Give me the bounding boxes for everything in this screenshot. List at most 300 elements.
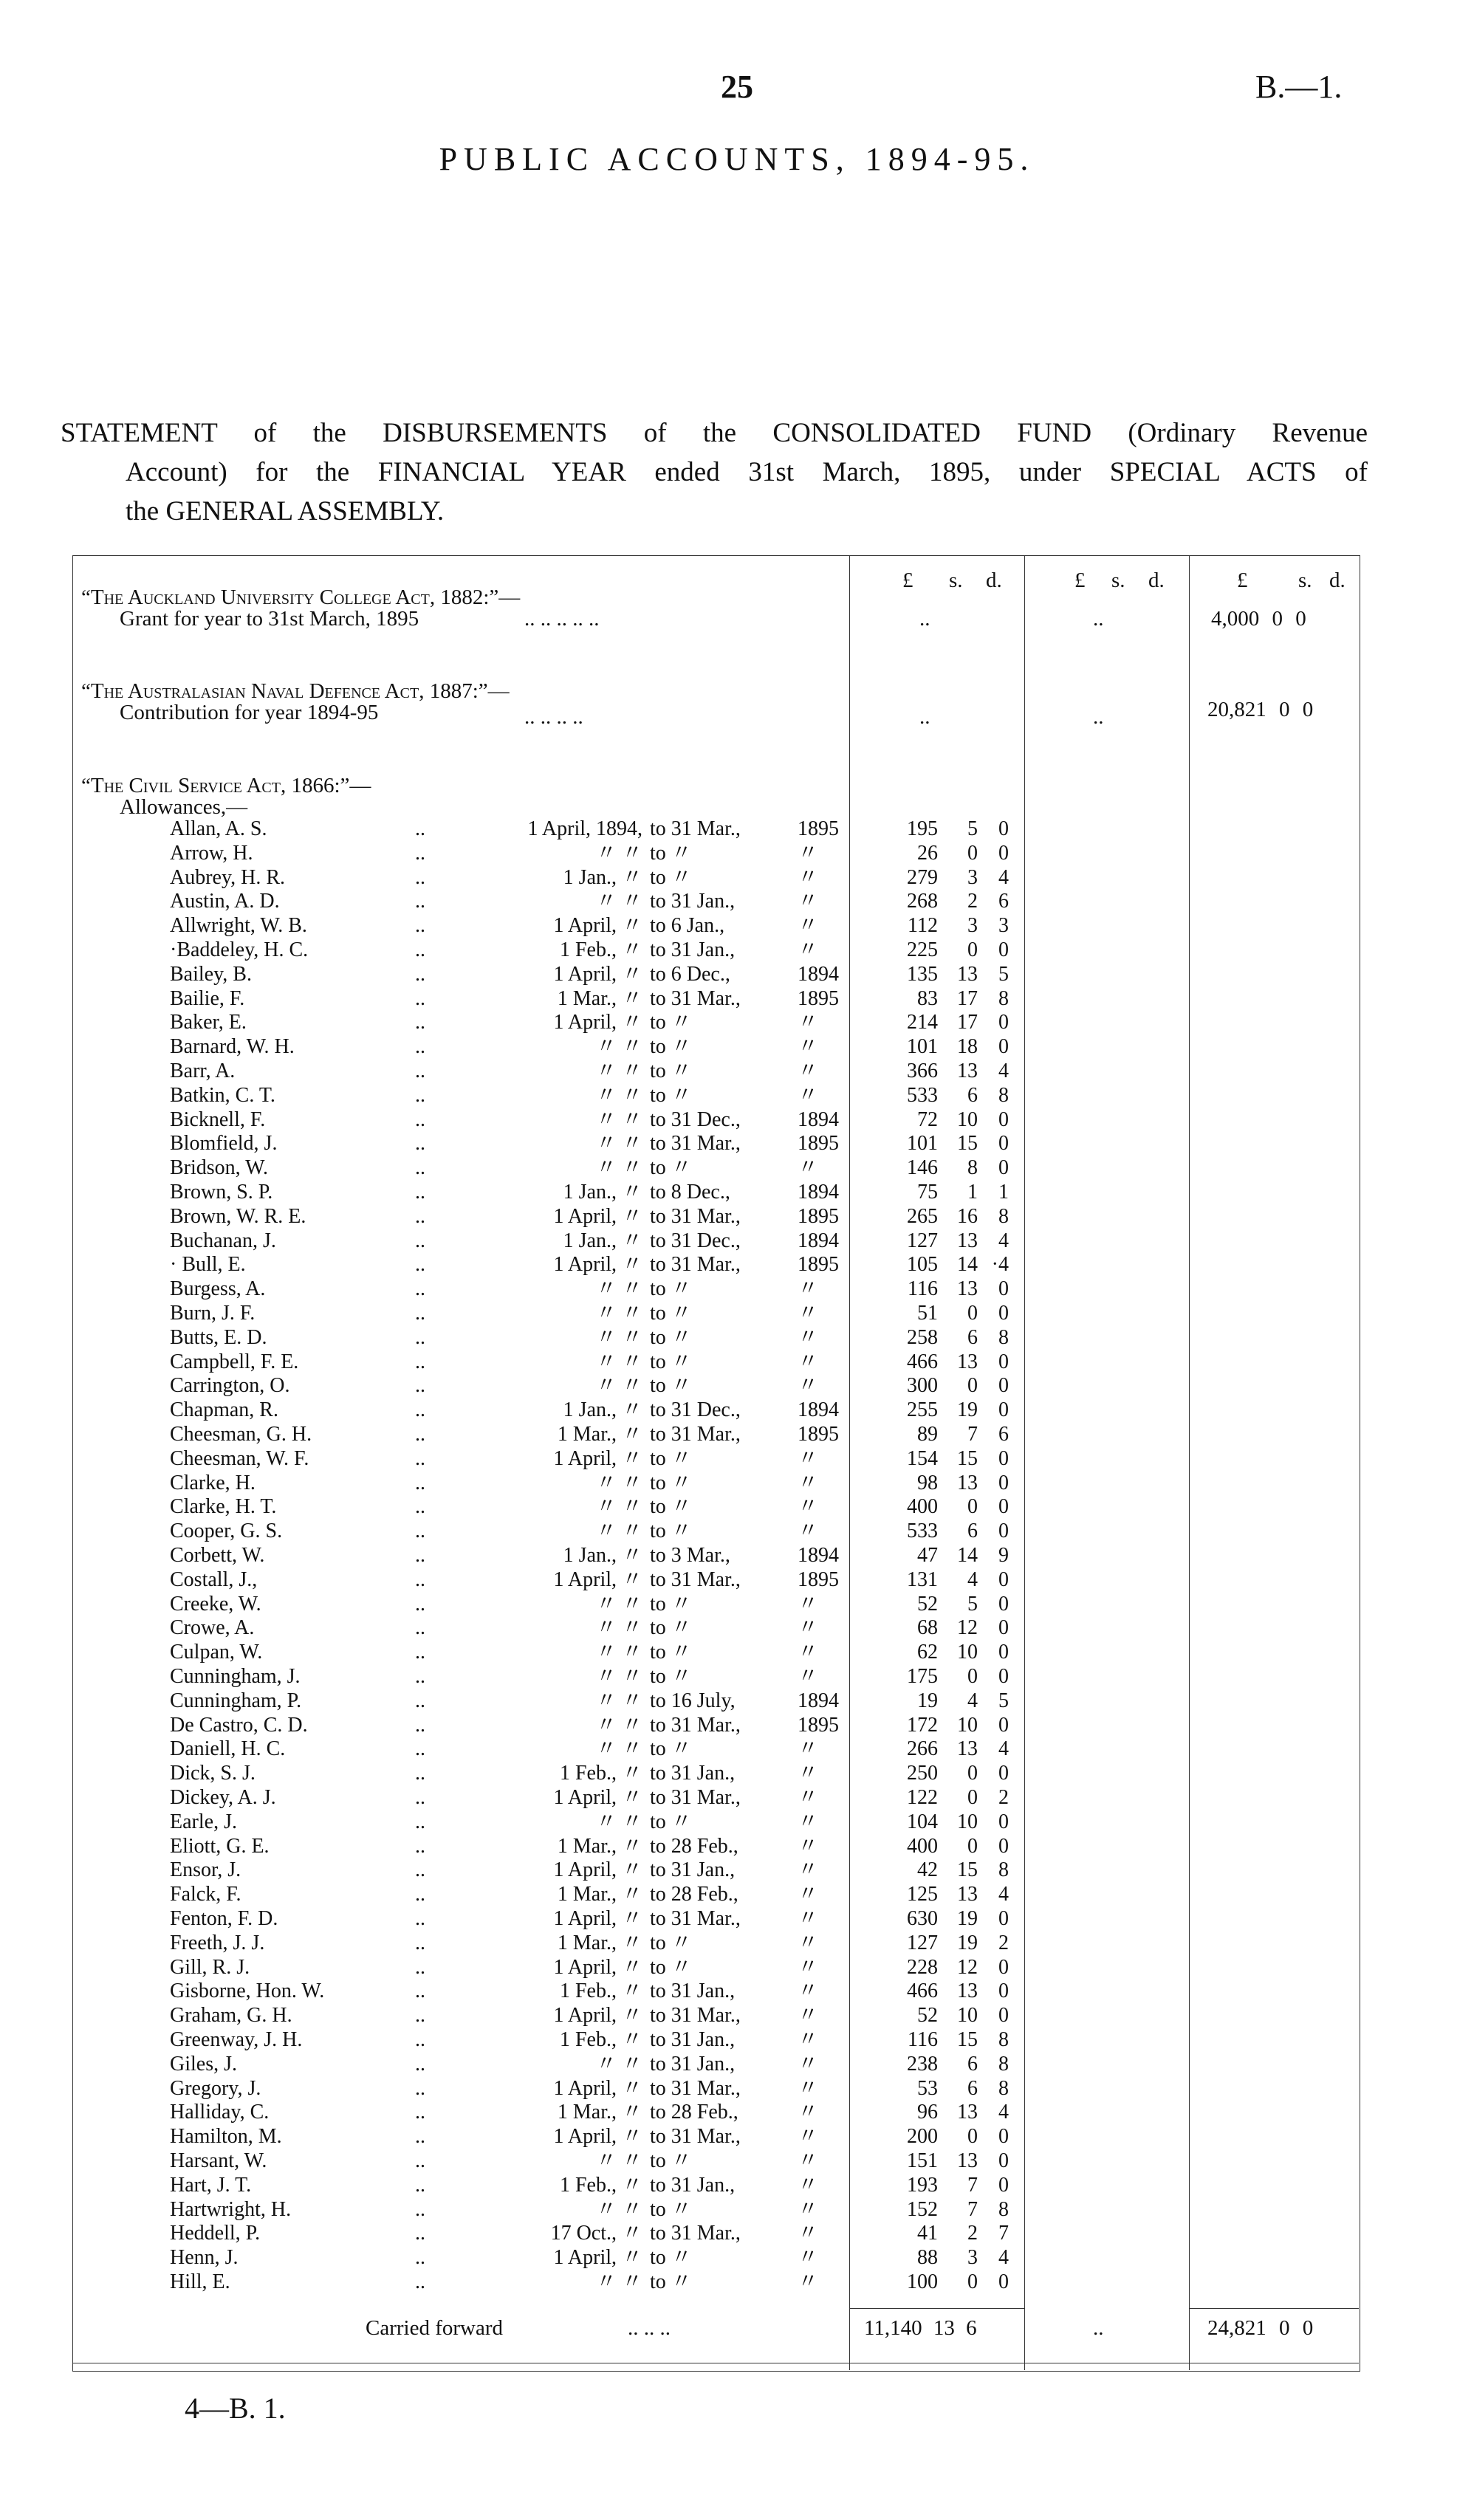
- amount-pounds: 72: [917, 1108, 938, 1131]
- allowance-name: Gill, R. J.: [170, 1955, 250, 1979]
- amount-pence: 0: [998, 1350, 1009, 1373]
- allowance-name: Barnard, W. H.: [170, 1035, 295, 1059]
- amount-shillings: 0: [967, 1374, 978, 1398]
- leader-dots: ..: [415, 817, 425, 840]
- to-date: to 31 Mar.,: [650, 1253, 741, 1277]
- amount-shillings: 8: [967, 1156, 978, 1180]
- allowance-name: Bailie, F.: [170, 986, 245, 1010]
- to-date: to 31 Mar.,: [650, 2125, 741, 2149]
- from-date: 1 April, 1894,: [527, 817, 642, 840]
- amount-shillings: 17: [957, 986, 978, 1010]
- amount-pence: 4: [998, 1060, 1009, 1082]
- amount-shillings: 0: [967, 1834, 978, 1858]
- amount-pounds: 154: [907, 1446, 938, 1470]
- amount-pounds: 268: [907, 890, 938, 913]
- amount-pence: 8: [998, 1858, 1009, 1882]
- to-date: to 31 Mar.,: [650, 1423, 741, 1446]
- allowance-name: Allwright, W. B.: [170, 914, 307, 938]
- from-date: 1 April, 〃: [553, 1568, 642, 1591]
- to-date: to 〃: [650, 865, 692, 889]
- amount-pounds: 400: [907, 1834, 938, 1858]
- amount-pounds: 466: [907, 1980, 938, 2003]
- leader-dots: ..: [415, 1713, 425, 1737]
- auckland-col1: ..: [919, 607, 930, 631]
- statement-line-2: Account) for the FINANCIAL YEAR ended 31st March, 1895, under SPECIAL ACTS of: [126, 457, 1368, 487]
- from-date: 1 Mar., 〃: [557, 1931, 642, 1954]
- from-date: 1 Feb., 〃: [559, 1762, 642, 1785]
- statement-heading: [61, 413, 1368, 531]
- amount-pounds: 265: [907, 1204, 938, 1228]
- amount-pence: 0: [998, 1907, 1009, 1930]
- from-date: 1 Jan., 〃: [563, 1181, 642, 1204]
- to-date: to 31 Mar.,: [650, 2004, 741, 2028]
- amount-pounds: 266: [907, 1737, 938, 1761]
- to-date: to 〃: [650, 1810, 692, 1833]
- to-date: to 31 Mar.,: [650, 2076, 741, 2100]
- amount-pounds: 228: [907, 1955, 938, 1979]
- leader-dots: ..: [415, 914, 425, 938]
- leader-dots: ..: [415, 1325, 425, 1349]
- allowance-name: Greenway, J. H.: [170, 2028, 303, 2051]
- auckland-leaders: .. .. .. .. ..: [524, 607, 600, 631]
- leader-dots: ..: [415, 1568, 425, 1591]
- column-rule-1: [849, 555, 850, 2370]
- amount-shillings: 1: [967, 1181, 978, 1204]
- allowance-name: Blomfield, J.: [170, 1132, 278, 1156]
- amount-pounds: 19: [917, 1689, 938, 1712]
- amount-pounds: 193: [907, 2173, 938, 2197]
- amount-pounds: 98: [917, 1471, 938, 1494]
- amount-shillings: 5: [967, 817, 978, 840]
- amount-shillings: 0: [967, 2270, 978, 2293]
- to-date: to 8 Dec.,: [650, 1181, 730, 1204]
- amount-shillings: 7: [967, 2173, 978, 2197]
- allowance-name: Falck, F.: [170, 1883, 241, 1906]
- amount-pence: 2: [998, 1931, 1009, 1954]
- amount-shillings: 4: [967, 1568, 978, 1591]
- leader-dots: ..: [415, 2028, 425, 2051]
- to-date: to 31 Jan.,: [650, 1858, 736, 1882]
- amount-shillings: 13: [957, 2149, 978, 2172]
- amount-shillings: 10: [957, 1810, 978, 1833]
- amount-pence: 0: [998, 1665, 1009, 1688]
- to-date: to 6 Dec.,: [650, 962, 730, 986]
- auckland-total: 4,000 0 0: [1211, 607, 1306, 631]
- amount-pence: 0: [998, 1810, 1009, 1833]
- amount-pounds: 53: [917, 2076, 938, 2100]
- amount-shillings: 19: [957, 1398, 978, 1422]
- amount-shillings: 6: [967, 1083, 978, 1107]
- to-date: to 〃: [650, 1156, 692, 1180]
- amount-pence: 4: [998, 1883, 1009, 1906]
- amount-shillings: 0: [967, 2125, 978, 2149]
- amount-pence: 0: [998, 841, 1009, 865]
- from-date: 〃 〃: [595, 2197, 642, 2221]
- amount-pounds: 255: [907, 1398, 938, 1422]
- amount-pounds: 195: [907, 817, 938, 840]
- to-date: to 〃: [650, 1955, 692, 1979]
- to-date: to 31 Mar.,: [650, 1132, 741, 1156]
- leader-dots: ..: [415, 1350, 425, 1373]
- amount-pence: 6: [998, 890, 1009, 913]
- col3-header-shilling: s.: [1298, 569, 1312, 592]
- amount-shillings: 13: [957, 1980, 978, 2003]
- amount-pounds: 42: [917, 1858, 938, 1882]
- amount-pounds: 200: [907, 2125, 938, 2149]
- leader-dots: ..: [415, 1544, 425, 1567]
- amount-shillings: 19: [957, 1907, 978, 1930]
- amount-pence: 0: [998, 1132, 1009, 1156]
- amount-pounds: 127: [907, 1931, 938, 1954]
- amount-pence: 0: [998, 1471, 1009, 1494]
- to-date: to 28 Feb.,: [650, 1834, 738, 1858]
- amount-shillings: 15: [957, 1446, 978, 1470]
- amount-pence: 0: [998, 2270, 1009, 2293]
- amount-pounds: 151: [907, 2149, 938, 2172]
- leader-dots: ..: [415, 2101, 425, 2124]
- from-date: 〃 〃: [595, 1713, 642, 1737]
- amount-pounds: 533: [907, 1083, 938, 1107]
- leader-dots: ..: [415, 1277, 425, 1301]
- amount-pence: 6: [998, 1423, 1009, 1446]
- from-date: 〃 〃: [595, 2149, 642, 2172]
- amount-shillings: 12: [957, 1955, 978, 1979]
- from-date: 1 Feb., 〃: [559, 938, 642, 961]
- amount-shillings: 0: [967, 1302, 978, 1325]
- amount-pence: 0: [998, 1641, 1009, 1664]
- amount-shillings: 13: [957, 1350, 978, 1373]
- from-date: 〃 〃: [595, 1302, 642, 1325]
- from-date: 1 April, 〃: [553, 1253, 642, 1277]
- amount-pence: 8: [998, 1325, 1009, 1349]
- amount-shillings: 6: [967, 2052, 978, 2076]
- signature-mark: 4—B. 1.: [185, 2392, 286, 2425]
- amount-pence: 0: [998, 1568, 1009, 1591]
- to-date: to 31 Jan.,: [650, 2173, 736, 2197]
- amount-pence: 0: [998, 1592, 1009, 1616]
- from-date: 〃 〃: [595, 1616, 642, 1640]
- amount-pounds: 52: [917, 2004, 938, 2028]
- leader-dots: ..: [415, 841, 425, 865]
- leader-dots: ..: [415, 2270, 425, 2293]
- to-date: to 〃: [650, 1665, 692, 1688]
- leader-dots: ..: [415, 1689, 425, 1712]
- from-date: 1 April, 〃: [553, 1858, 642, 1882]
- amount-pence: 0: [998, 1374, 1009, 1398]
- from-date: 1 April, 〃: [553, 1907, 642, 1930]
- amount-pence: 0: [998, 1495, 1009, 1519]
- amount-pence: 5: [998, 962, 1009, 986]
- auckland-act-title: “The Auckland University College Act, 1882:”—: [81, 586, 521, 609]
- amount-shillings: 13: [957, 1277, 978, 1301]
- to-date: to 〃: [650, 1083, 692, 1107]
- from-date: 1 Jan., 〃: [563, 1544, 642, 1567]
- leader-dots: ..: [415, 1907, 425, 1930]
- amount-pence: 8: [998, 2076, 1009, 2100]
- amount-pounds: 26: [917, 841, 938, 865]
- from-date: 〃 〃: [595, 1471, 642, 1494]
- amount-pence: 0: [998, 1955, 1009, 1979]
- amount-pence: 0: [998, 817, 1009, 840]
- amount-shillings: 17: [957, 1011, 978, 1034]
- amount-pence: 0: [998, 1520, 1009, 1543]
- leader-dots: ..: [415, 1374, 425, 1398]
- page-number: 25: [721, 69, 753, 105]
- from-date: 〃 〃: [595, 1350, 642, 1373]
- allowance-name: Barr, A.: [170, 1060, 236, 1082]
- leader-dots: ..: [415, 1616, 425, 1640]
- from-date: 1 April, 〃: [553, 2004, 642, 2028]
- amount-shillings: 16: [957, 1204, 978, 1228]
- amount-pounds: 152: [907, 2197, 938, 2221]
- amount-pounds: 51: [917, 1302, 938, 1325]
- amount-shillings: 0: [967, 1665, 978, 1688]
- auckland-grant-label: Grant for year to 31st March, 1895: [120, 607, 419, 631]
- leader-dots: ..: [415, 1762, 425, 1785]
- leader-dots: ..: [415, 1955, 425, 1979]
- amount-pounds: 400: [907, 1495, 938, 1519]
- amount-pence: 0: [998, 1446, 1009, 1470]
- from-date: 〃 〃: [595, 1060, 642, 1082]
- leader-dots: ..: [415, 1737, 425, 1761]
- from-date: 〃 〃: [595, 1665, 642, 1688]
- to-date: to 31 Mar.,: [650, 1786, 741, 1809]
- allowance-name: Cunningham, J.: [170, 1665, 301, 1688]
- to-date: to 〃: [650, 1350, 692, 1373]
- to-date: to 〃: [650, 1592, 692, 1616]
- amount-shillings: 0: [967, 1786, 978, 1809]
- allowance-name: Bridson, W.: [170, 1156, 269, 1180]
- to-date: to 〃: [650, 2270, 692, 2293]
- allowance-name: Brown, S. P.: [170, 1181, 273, 1204]
- naval-act-title: “The Australasian Naval Defence Act, 1887:”—: [81, 679, 510, 703]
- carried-forward-total: 24,821 0 0: [1207, 2316, 1314, 2340]
- amount-pence: 0: [998, 2149, 1009, 2172]
- amount-pounds: 122: [907, 1786, 938, 1809]
- to-date: to 3 Mar.,: [650, 1544, 730, 1567]
- amount-shillings: 2: [967, 2222, 978, 2245]
- leader-dots: ..: [415, 1083, 425, 1107]
- amount-pounds: 105: [907, 1253, 938, 1277]
- to-date: to 31 Mar.,: [650, 1204, 741, 1228]
- from-date: 17 Oct., 〃: [550, 2222, 642, 2245]
- amount-shillings: 15: [957, 1132, 978, 1156]
- from-date: 〃 〃: [595, 1810, 642, 1833]
- allowance-name: · Bull, E.: [170, 1253, 246, 1277]
- amount-pounds: 125: [907, 1883, 938, 1906]
- amount-pence: 2: [998, 1786, 1009, 1809]
- amount-pence: 0: [998, 1302, 1009, 1325]
- leader-dots: ..: [415, 1011, 425, 1034]
- amount-pence: 0: [998, 1035, 1009, 1059]
- amount-pence: 0: [998, 1011, 1009, 1034]
- leader-dots: ..: [415, 1665, 425, 1688]
- from-date: 〃 〃: [595, 1132, 642, 1156]
- from-date: 1 April, 〃: [553, 962, 642, 986]
- amount-shillings: 3: [967, 914, 978, 938]
- from-date: 〃 〃: [595, 1035, 642, 1059]
- col1-header-shilling: s.: [949, 569, 963, 592]
- amount-pence: ·4: [991, 1253, 1009, 1277]
- to-date: to 31 Mar.,: [650, 2222, 741, 2245]
- amount-pounds: 96: [917, 2101, 938, 2124]
- amount-pounds: 52: [917, 1592, 938, 1616]
- amount-pounds: 175: [907, 1665, 938, 1688]
- column-rule-2: [1024, 555, 1025, 2370]
- to-date: to 31 Mar.,: [650, 1907, 741, 1930]
- leader-dots: ..: [415, 1446, 425, 1470]
- from-date: 〃 〃: [595, 2270, 642, 2293]
- amount-pounds: 214: [907, 1011, 938, 1034]
- amount-shillings: 0: [967, 841, 978, 865]
- amount-pounds: 41: [917, 2222, 938, 2245]
- allowance-name: Brown, W. R. E.: [170, 1204, 306, 1228]
- running-title: PUBLIC ACCOUNTS, 1894-95.: [439, 141, 1035, 177]
- allowance-name: Daniell, H. C.: [170, 1737, 286, 1761]
- allowance-name: Clarke, H. T.: [170, 1495, 277, 1519]
- to-date: to 31 Dec.,: [650, 1398, 741, 1422]
- to-date: to 31 Mar.,: [650, 1713, 741, 1737]
- to-date: to 〃: [650, 1641, 692, 1664]
- amount-pounds: 88: [917, 2246, 938, 2270]
- from-date: 〃 〃: [595, 2052, 642, 2076]
- amount-pounds: 135: [907, 962, 938, 986]
- allowance-name: Culpan, W.: [170, 1641, 263, 1664]
- amount-pounds: 116: [908, 2028, 938, 2051]
- amount-pounds: 630: [907, 1907, 938, 1930]
- allowance-name: Giles, J.: [170, 2052, 237, 2076]
- leader-dots: ..: [415, 890, 425, 913]
- amount-pounds: 258: [907, 1325, 938, 1349]
- allowance-name: Campbell, F. E.: [170, 1350, 299, 1373]
- allowance-name: Fenton, F. D.: [170, 1907, 278, 1930]
- leader-dots: ..: [415, 1786, 425, 1809]
- allowance-name: Eliott, G. E.: [170, 1834, 270, 1858]
- allowance-name: Freeth, J. J.: [170, 1931, 265, 1954]
- statement-line-1: STATEMENT of the DISBURSEMENTS of the CONSOLIDATED FUND (Ordinary Revenue: [61, 418, 1368, 448]
- to-date: to 31 Dec.,: [650, 1229, 741, 1252]
- amount-shillings: 0: [967, 938, 978, 961]
- amount-shillings: 15: [957, 2028, 978, 2051]
- total-rule: [1189, 2308, 1359, 2309]
- amount-pounds: 104: [907, 1810, 938, 1833]
- leader-dots: ..: [415, 865, 425, 889]
- allowance-name: Cunningham, P.: [170, 1689, 302, 1712]
- leader-dots: ..: [415, 2052, 425, 2076]
- allowance-name: Hamilton, M.: [170, 2125, 282, 2149]
- allowance-name: Butts, E. D.: [170, 1325, 267, 1349]
- amount-shillings: 3: [967, 2246, 978, 2270]
- allowance-name: Gregory, J.: [170, 2076, 261, 2100]
- to-date: to 〃: [650, 1011, 692, 1034]
- allowance-name: Crowe, A.: [170, 1616, 255, 1640]
- to-date: to 〃: [650, 1495, 692, 1519]
- from-date: 〃 〃: [595, 890, 642, 913]
- allowance-name: Halliday, C.: [170, 2101, 270, 2124]
- from-date: 1 Jan., 〃: [563, 865, 642, 889]
- from-date: 〃 〃: [595, 1374, 642, 1398]
- amount-pence: 0: [998, 1277, 1009, 1301]
- to-date: to 28 Feb.,: [650, 2101, 738, 2124]
- from-date: 〃 〃: [595, 1108, 642, 1131]
- amount-pounds: 366: [907, 1060, 938, 1082]
- allowance-name: ·Baddeley, H. C.: [170, 938, 309, 961]
- leader-dots: ..: [415, 1302, 425, 1325]
- allowance-name: Bailey, B.: [170, 962, 252, 986]
- to-date: to 31 Jan.,: [650, 1980, 736, 2003]
- to-date: to 〃: [650, 2197, 692, 2221]
- amount-pounds: 146: [907, 1156, 938, 1180]
- allowance-name: De Castro, C. D.: [170, 1713, 308, 1737]
- amount-shillings: 10: [957, 1713, 978, 1737]
- from-date: 〃 〃: [595, 1689, 642, 1712]
- civil-service-act-title: “The Civil Service Act, 1866:”—: [81, 774, 371, 797]
- amount-pence: 0: [998, 1713, 1009, 1737]
- leader-dots: ..: [415, 1471, 425, 1494]
- to-date: to 〃: [650, 1374, 692, 1398]
- carried-forward-leaders: .. .. ..: [628, 2316, 671, 2340]
- leader-dots: ..: [415, 1592, 425, 1616]
- allowance-name: Batkin, C. T.: [170, 1083, 275, 1107]
- leader-dots: ..: [415, 2222, 425, 2245]
- amount-pounds: 68: [917, 1616, 938, 1640]
- leader-dots: ..: [415, 1204, 425, 1228]
- leader-dots: ..: [415, 2076, 425, 2100]
- amount-shillings: 13: [957, 1471, 978, 1494]
- allowance-name: Carrington, O.: [170, 1374, 290, 1398]
- amount-shillings: 2: [967, 890, 978, 913]
- allowance-name: Gisborne, Hon. W.: [170, 1980, 325, 2003]
- to-date: to 31 Dec.,: [650, 1108, 741, 1131]
- naval-total: 20,821 0 0: [1207, 698, 1314, 721]
- leader-dots: ..: [415, 2125, 425, 2149]
- from-date: 1 April, 〃: [553, 2125, 642, 2149]
- amount-pence: 8: [998, 986, 1009, 1010]
- amount-pounds: 116: [908, 1277, 938, 1301]
- carried-forward-col1: 11,140 13 6: [864, 2316, 977, 2340]
- allowance-name: Clarke, H.: [170, 1471, 256, 1494]
- amount-pence: 0: [998, 1762, 1009, 1785]
- from-date: 1 Mar., 〃: [557, 1423, 642, 1446]
- to-date: to 31 Mar.,: [650, 1568, 741, 1591]
- naval-leaders: .. .. .. ..: [524, 705, 583, 729]
- amount-pence: 0: [998, 1616, 1009, 1640]
- from-date: 1 April, 〃: [553, 1955, 642, 1979]
- to-date: to 〃: [650, 1325, 692, 1349]
- col1-header-pound: £: [902, 569, 913, 592]
- leader-dots: ..: [415, 2173, 425, 2197]
- to-date: to 31 Jan.,: [650, 890, 736, 913]
- amount-shillings: 14: [957, 1544, 978, 1567]
- allowance-name: Ensor, J.: [170, 1858, 241, 1882]
- amount-pounds: 100: [907, 2270, 938, 2293]
- amount-pounds: 131: [907, 1568, 938, 1591]
- to-date: to 31 Mar.,: [650, 817, 741, 840]
- amount-shillings: 13: [957, 2101, 978, 2124]
- amount-pounds: 127: [907, 1229, 938, 1252]
- leader-dots: ..: [415, 1181, 425, 1204]
- amount-pounds: 83: [917, 986, 938, 1010]
- to-date: to 〃: [650, 841, 692, 865]
- amount-pounds: 279: [907, 865, 938, 889]
- allowance-name: Creeke, W.: [170, 1592, 261, 1616]
- to-date: to 〃: [650, 1471, 692, 1494]
- col3-header-pound: £: [1237, 569, 1248, 592]
- amount-pounds: 62: [917, 1641, 938, 1664]
- from-date: 1 April, 〃: [553, 1786, 642, 1809]
- from-date: 1 Feb., 〃: [559, 1980, 642, 2003]
- amount-pence: 8: [998, 2028, 1009, 2051]
